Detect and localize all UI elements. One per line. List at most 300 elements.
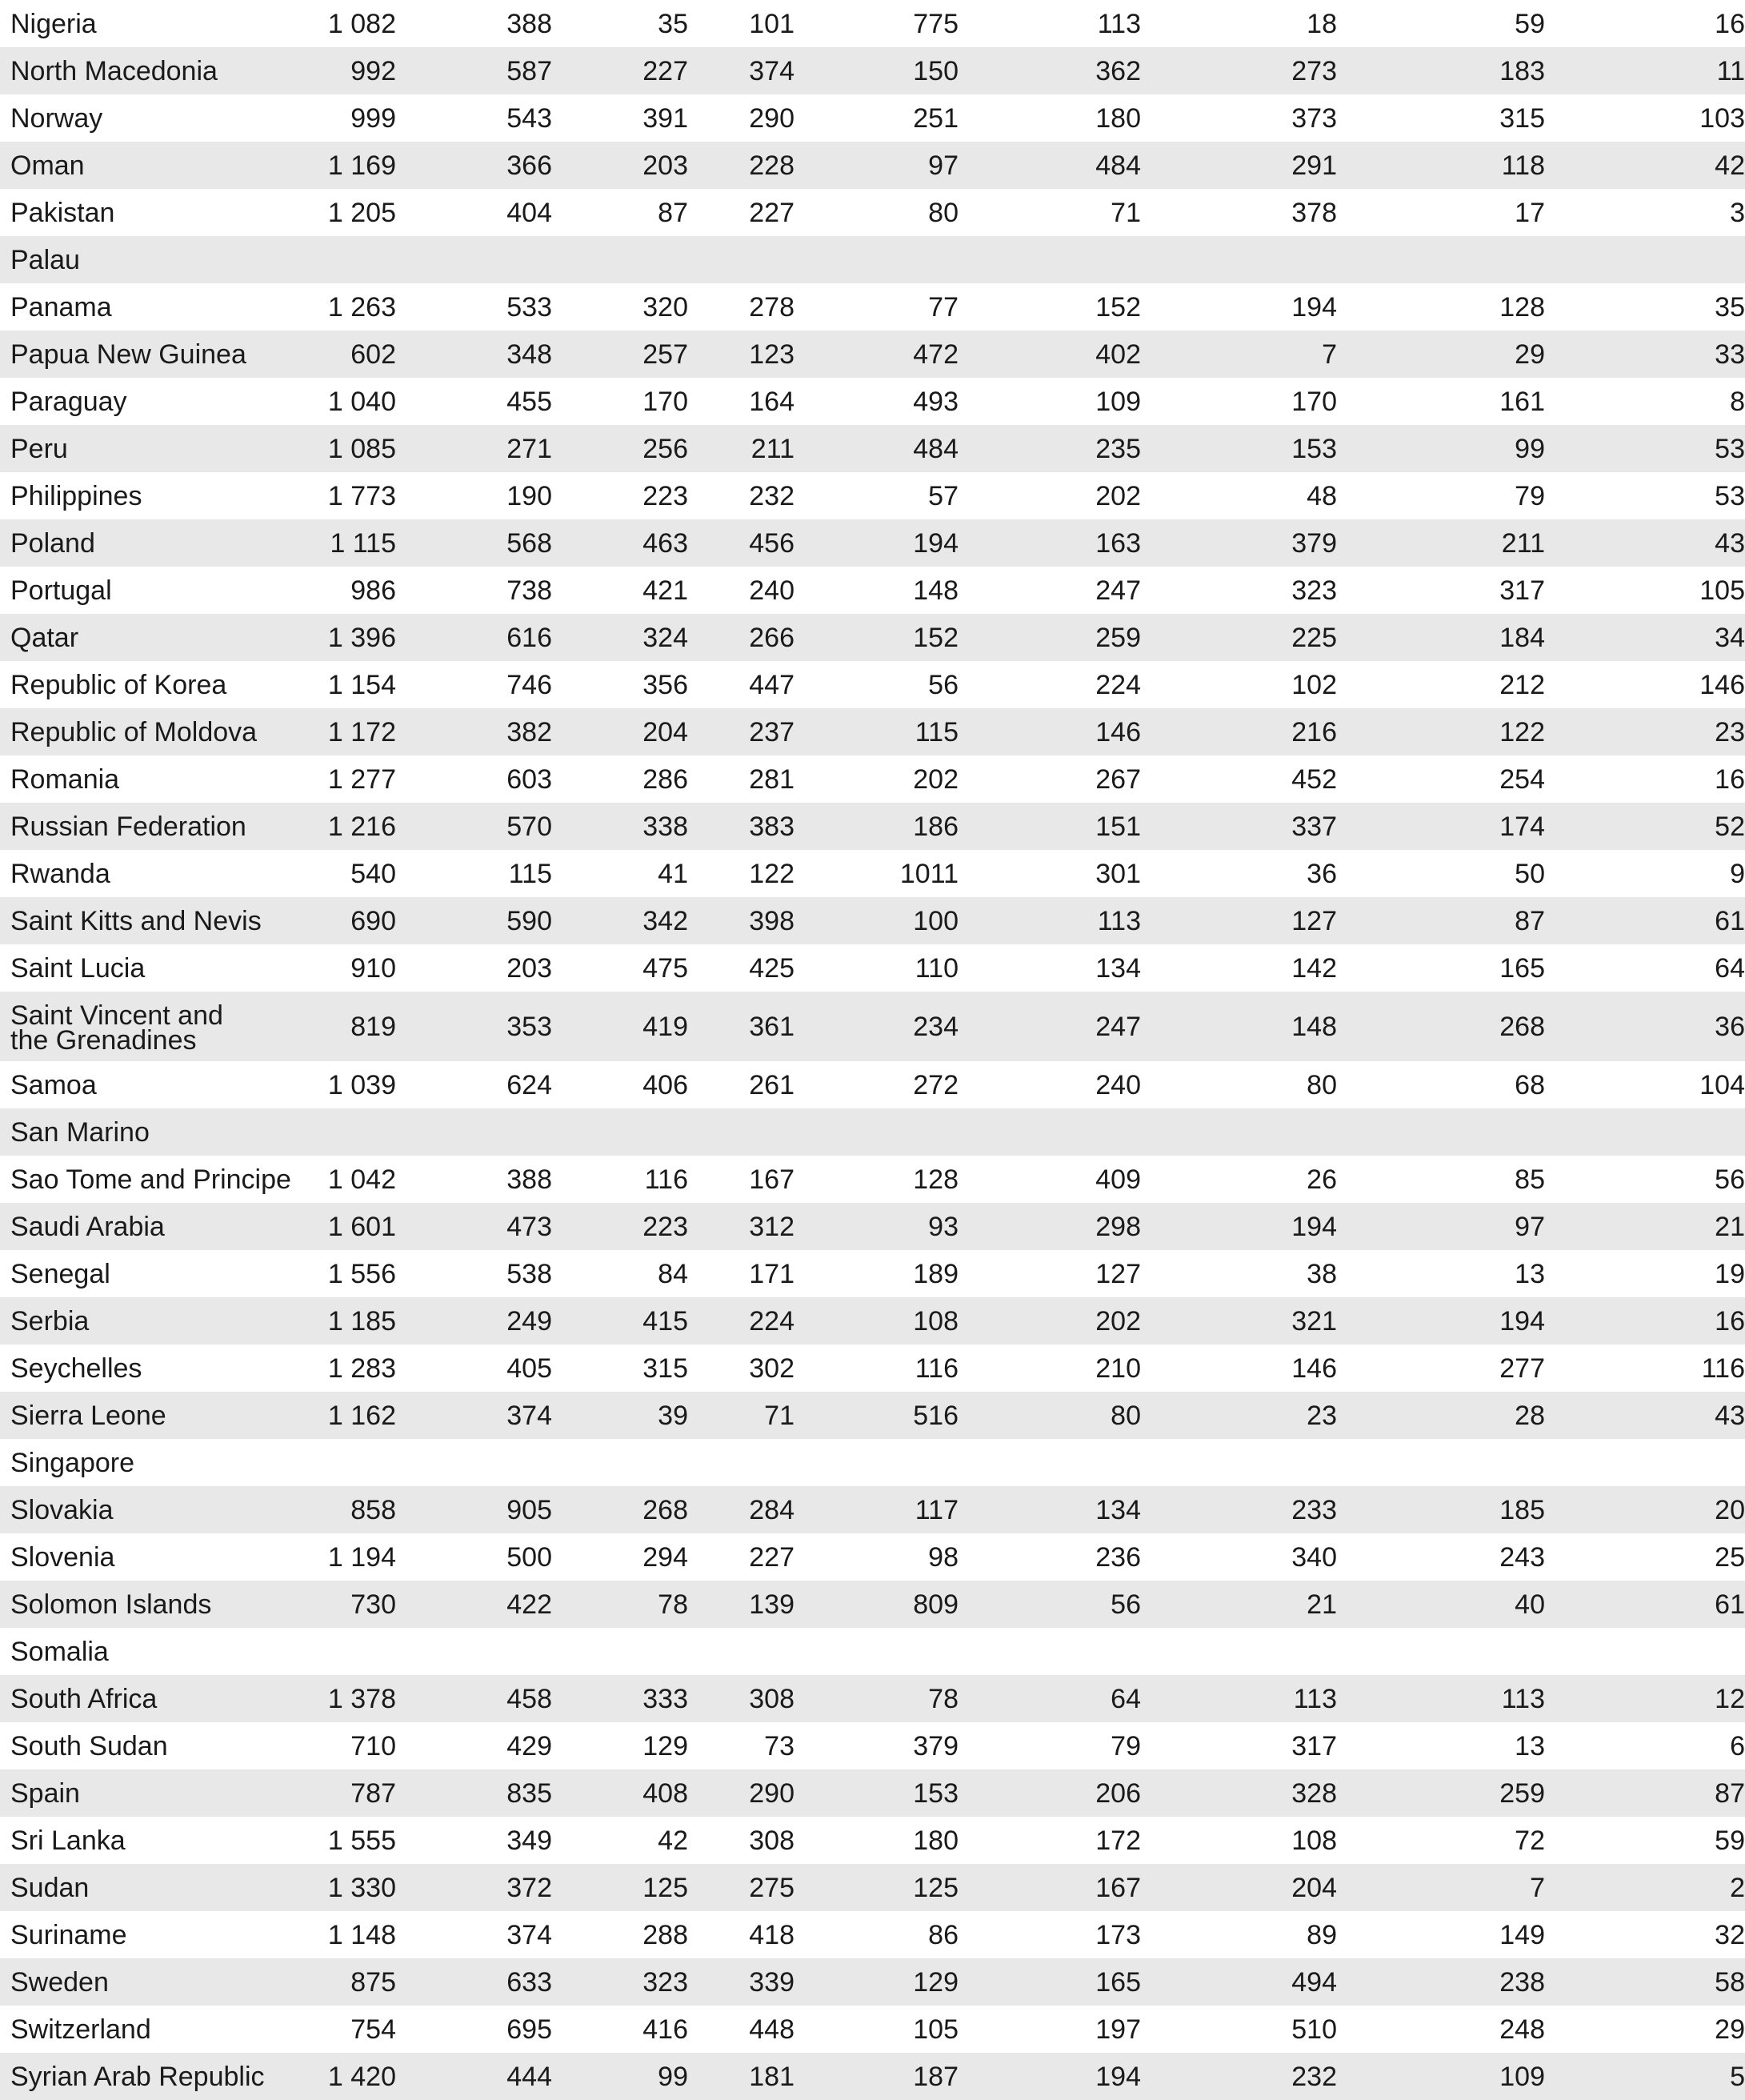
value-cell-col-8: 118 [1337, 142, 1545, 189]
country-name: Samoa [10, 1069, 97, 1100]
value-cell-col-8 [1337, 236, 1545, 283]
value-cell-col-9: 43 [1545, 1392, 1745, 1439]
value-cell-col-6: 180 [1095, 102, 1141, 134]
value-cell-col-3: 406 [642, 1069, 688, 1100]
table-row [0, 1581, 1745, 1628]
value-cell-col-1: 1 042 [327, 1164, 396, 1195]
value-cell-col-5 [794, 1439, 959, 1486]
value-cell-col-1: 1 040 [327, 386, 396, 417]
value-cell-col-6: 134 [1095, 952, 1141, 984]
value-cell-col-8: 317 [1499, 575, 1545, 606]
value-cell-col-8: 277 [1499, 1353, 1545, 1384]
value-cell-col-1: 1 162 [256, 1392, 396, 1439]
value-cell-col-6: 402 [959, 331, 1141, 378]
value-cell-col-6: 206 [959, 1769, 1141, 1817]
table-row [0, 567, 1745, 614]
value-cell-col-1: 1 172 [256, 708, 396, 755]
table-row [0, 1628, 1745, 1675]
value-cell-col-3: 416 [642, 2014, 688, 2045]
value-cell-col-2: 348 [396, 331, 552, 378]
value-cell-col-9: 21 [1545, 1203, 1745, 1250]
value-cell-col-2: 249 [396, 1297, 552, 1345]
value-cell-col-2: 500 [506, 1541, 552, 1573]
table-row [0, 755, 1745, 803]
value-cell-col-9: 19 [1715, 1258, 1745, 1289]
value-cell-col-2: 473 [396, 1203, 552, 1250]
value-cell-col-9: 105 [1699, 575, 1745, 606]
value-cell-col-1: 1 420 [256, 2053, 396, 2100]
table-row [0, 992, 1745, 1061]
value-cell-col-6 [959, 1108, 1141, 1156]
value-cell-col-9: 52 [1545, 803, 1745, 850]
table-row [0, 1203, 1745, 1250]
value-cell-col-9: 6 [1730, 1730, 1745, 1761]
country-name: Saudi Arabia [0, 1203, 256, 1250]
value-cell-col-8: 79 [1515, 480, 1545, 511]
value-cell-col-6: 235 [959, 425, 1141, 472]
value-cell-col-3: 391 [642, 102, 688, 134]
value-cell-col-5: 809 [794, 1581, 959, 1628]
value-cell-col-7: 127 [1141, 897, 1337, 944]
value-cell-col-8: 149 [1499, 1919, 1545, 1950]
value-cell-col-3: 324 [552, 614, 688, 661]
value-cell-col-4: 228 [688, 142, 794, 189]
value-cell-col-6: 165 [959, 1958, 1141, 2006]
value-cell-col-7: 379 [1141, 519, 1337, 567]
value-cell-col-1: 730 [256, 1581, 396, 1628]
value-cell-col-4: 425 [749, 952, 794, 984]
value-cell-col-6: 247 [1095, 575, 1141, 606]
value-cell-col-4: 71 [688, 1392, 794, 1439]
country-name: Portugal [10, 575, 112, 606]
value-cell-col-6: 259 [959, 614, 1141, 661]
value-cell-col-5: 100 [794, 897, 959, 944]
value-cell-col-4: 227 [749, 197, 794, 228]
table-row [0, 708, 1745, 755]
value-cell-col-7: 7 [1141, 331, 1337, 378]
value-cell-col-6: 146 [959, 708, 1141, 755]
value-cell-col-9 [1545, 1108, 1745, 1156]
value-cell-col-1: 1 115 [256, 519, 396, 567]
value-cell-col-2: 587 [396, 47, 552, 94]
value-cell-col-2: 603 [506, 763, 552, 795]
table-row [0, 1769, 1745, 1817]
value-cell-col-4: 448 [749, 2014, 794, 2045]
value-cell-col-1: 1 396 [256, 614, 396, 661]
value-cell-col-3: 342 [552, 897, 688, 944]
value-cell-col-5: 186 [794, 803, 959, 850]
value-cell-col-2: 372 [396, 1864, 552, 1911]
country-name: Switzerland [10, 2014, 151, 2045]
value-cell-col-7: 373 [1291, 102, 1337, 134]
value-cell-col-9: 103 [1699, 102, 1745, 134]
table-row [0, 1958, 1745, 2006]
value-cell-col-1: 1 330 [256, 1864, 396, 1911]
value-cell-col-4 [688, 1628, 794, 1675]
table-row [0, 2006, 1745, 2053]
value-cell-col-1: 819 [256, 992, 396, 1061]
value-cell-col-7: 23 [1141, 1392, 1337, 1439]
value-cell-col-6: 172 [1095, 1825, 1141, 1856]
value-cell-col-8: 97 [1337, 1203, 1545, 1250]
value-cell-col-7: 38 [1307, 1258, 1337, 1289]
value-cell-col-3: 78 [552, 1581, 688, 1628]
value-cell-col-3: 42 [658, 1825, 688, 1856]
value-cell-col-2: 271 [396, 425, 552, 472]
value-cell-col-6 [959, 236, 1141, 283]
value-cell-col-1: 875 [256, 1958, 396, 2006]
value-cell-col-5: 484 [794, 425, 959, 472]
value-cell-col-8: 194 [1337, 1297, 1545, 1345]
table-row [0, 1486, 1745, 1533]
value-cell-col-5: 153 [794, 1769, 959, 1817]
value-cell-col-4: 73 [764, 1730, 794, 1761]
value-cell-col-4: 290 [749, 102, 794, 134]
table-row [0, 1722, 1745, 1769]
value-cell-col-9: 61 [1545, 1581, 1745, 1628]
value-cell-col-8: 238 [1337, 1958, 1545, 2006]
table-row [0, 1250, 1745, 1297]
value-cell-col-7: 148 [1141, 992, 1337, 1061]
value-cell-col-7: 378 [1291, 197, 1337, 228]
country-name: Republic of Korea [10, 669, 227, 700]
value-cell-col-5: 189 [913, 1258, 959, 1289]
value-cell-col-9 [1545, 1628, 1745, 1675]
value-cell-col-1: 1 283 [327, 1353, 396, 1384]
country-name: Philippines [10, 480, 142, 511]
value-cell-col-7: 21 [1141, 1581, 1337, 1628]
value-cell-col-2: 388 [506, 8, 552, 39]
value-cell-col-3: 39 [552, 1392, 688, 1439]
value-cell-col-8: 212 [1499, 669, 1545, 700]
value-cell-col-8: 165 [1499, 952, 1545, 984]
value-cell-col-1 [256, 1628, 396, 1675]
country-name: San Marino [0, 1108, 256, 1156]
value-cell-col-4: 275 [688, 1864, 794, 1911]
country-name: Nigeria [10, 8, 97, 39]
value-cell-col-1: 1 601 [256, 1203, 396, 1250]
value-cell-col-8: 72 [1515, 1825, 1545, 1856]
value-cell-col-1 [256, 236, 396, 283]
value-cell-col-8: 183 [1337, 47, 1545, 94]
value-cell-col-5: 57 [928, 480, 959, 511]
value-cell-col-1: 690 [256, 897, 396, 944]
value-cell-col-4: 383 [688, 803, 794, 850]
value-cell-col-3 [552, 1108, 688, 1156]
value-cell-col-4: 281 [749, 763, 794, 795]
value-cell-col-6: 210 [1095, 1353, 1141, 1384]
value-cell-col-7: 321 [1141, 1297, 1337, 1345]
value-cell-col-5: 105 [913, 2014, 959, 2045]
country-name: Sri Lanka [10, 1825, 126, 1856]
value-cell-col-3: 204 [552, 708, 688, 755]
value-cell-col-4: 240 [749, 575, 794, 606]
country-name: Romania [10, 763, 120, 795]
value-cell-col-5: 129 [794, 1958, 959, 2006]
value-cell-col-7: 328 [1141, 1769, 1337, 1817]
value-cell-col-9: 61 [1545, 897, 1745, 944]
value-cell-col-3: 323 [552, 1958, 688, 2006]
value-cell-col-5: 125 [794, 1864, 959, 1911]
value-cell-col-6: 236 [1095, 1541, 1141, 1573]
value-cell-col-4: 232 [749, 480, 794, 511]
value-cell-col-3: 294 [642, 1541, 688, 1573]
value-cell-col-3: 227 [552, 47, 688, 94]
value-cell-col-6: 298 [959, 1203, 1141, 1250]
value-cell-col-8: 87 [1337, 897, 1545, 944]
value-cell-col-7: 26 [1307, 1164, 1337, 1195]
value-cell-col-1: 1 194 [327, 1541, 396, 1573]
value-cell-col-8: 268 [1337, 992, 1545, 1061]
country-name: Saint Kitts and Nevis [0, 897, 256, 944]
value-cell-col-4: 312 [688, 1203, 794, 1250]
value-cell-col-4: 122 [749, 858, 794, 889]
value-cell-col-8: 254 [1499, 763, 1545, 795]
value-cell-col-3: 257 [552, 331, 688, 378]
value-cell-col-7: 337 [1141, 803, 1337, 850]
value-cell-col-9 [1545, 236, 1745, 283]
country-name: Singapore [10, 1447, 135, 1478]
value-cell-col-2 [396, 1628, 552, 1675]
value-cell-col-7: 113 [1141, 1675, 1337, 1722]
value-cell-col-1: 992 [256, 47, 396, 94]
value-cell-col-5 [794, 236, 959, 283]
value-cell-col-9: 34 [1545, 614, 1745, 661]
value-cell-col-1: 1 263 [327, 291, 396, 323]
value-cell-col-2: 190 [506, 480, 552, 511]
table-row [0, 519, 1745, 567]
value-cell-col-9: 3 [1730, 197, 1745, 228]
value-cell-col-3: 419 [552, 992, 688, 1061]
value-cell-col-4: 171 [749, 1258, 794, 1289]
value-cell-col-2: 353 [396, 992, 552, 1061]
value-cell-col-7: 194 [1141, 1203, 1337, 1250]
value-cell-col-9: 20 [1545, 1486, 1745, 1533]
value-cell-col-8 [1337, 1108, 1545, 1156]
value-cell-col-7 [1141, 1628, 1337, 1675]
value-cell-col-7: 146 [1291, 1353, 1337, 1384]
value-cell-col-9: 146 [1699, 669, 1745, 700]
value-cell-col-4: 308 [688, 1675, 794, 1722]
value-cell-col-8: 85 [1515, 1164, 1545, 1195]
table-row [0, 1533, 1745, 1581]
value-cell-col-8: 161 [1499, 386, 1545, 417]
table-row [0, 1392, 1745, 1439]
value-cell-col-5 [794, 1628, 959, 1675]
value-cell-col-4: 361 [688, 992, 794, 1061]
value-cell-col-2 [396, 1439, 552, 1486]
value-cell-col-7: 452 [1291, 763, 1337, 795]
value-cell-col-5: 97 [794, 142, 959, 189]
value-cell-col-9: 16 [1545, 1297, 1745, 1345]
value-cell-col-2: 115 [508, 858, 552, 889]
value-cell-col-5: 187 [794, 2053, 959, 2100]
value-cell-col-6: 409 [1095, 1164, 1141, 1195]
value-cell-col-1: 1 277 [327, 763, 396, 795]
value-cell-col-1: 1 773 [327, 480, 396, 511]
value-cell-col-7: 142 [1291, 952, 1337, 984]
value-cell-col-5: 150 [794, 47, 959, 94]
value-cell-col-4: 308 [749, 1825, 794, 1856]
value-cell-col-2 [396, 236, 552, 283]
value-cell-col-9: 32 [1715, 1919, 1745, 1950]
table-row [0, 0, 1745, 47]
value-cell-col-8: 128 [1499, 291, 1545, 323]
value-cell-col-3: 333 [552, 1675, 688, 1722]
value-cell-col-1: 858 [256, 1486, 396, 1533]
country-name: Saint Lucia [10, 952, 146, 984]
country-name: South Sudan [10, 1730, 168, 1761]
value-cell-col-4: 266 [688, 614, 794, 661]
value-cell-col-8: 184 [1337, 614, 1545, 661]
value-cell-col-5: 108 [794, 1297, 959, 1345]
value-cell-col-5: 110 [915, 952, 959, 984]
table-row [0, 661, 1745, 708]
country-name: Sierra Leone [0, 1392, 256, 1439]
value-cell-col-8: 40 [1337, 1581, 1545, 1628]
value-cell-col-9: 87 [1545, 1769, 1745, 1817]
country-name: Poland [0, 519, 256, 567]
value-cell-col-6: 79 [1111, 1730, 1141, 1761]
value-cell-col-8: 68 [1515, 1069, 1545, 1100]
value-cell-col-7: 510 [1291, 2014, 1337, 2045]
table-row [0, 331, 1745, 378]
table-row [0, 425, 1745, 472]
value-cell-col-4: 278 [749, 291, 794, 323]
value-cell-col-4: 447 [749, 669, 794, 700]
value-cell-col-5: 379 [913, 1730, 959, 1761]
value-cell-col-8: 113 [1337, 1675, 1545, 1722]
country-name: Peru [0, 425, 256, 472]
value-cell-col-9: 8 [1730, 386, 1745, 417]
value-cell-col-3: 421 [642, 575, 688, 606]
table-row [0, 142, 1745, 189]
value-cell-col-8: 50 [1515, 858, 1545, 889]
value-cell-col-5: 116 [915, 1353, 959, 1384]
value-cell-col-7: 18 [1307, 8, 1337, 39]
value-cell-col-1: 1 216 [256, 803, 396, 850]
country-name: Pakistan [10, 197, 115, 228]
value-cell-col-4: 302 [749, 1353, 794, 1384]
value-cell-col-3: 35 [658, 8, 688, 39]
value-cell-col-6: 163 [959, 519, 1141, 567]
value-cell-col-6: 56 [959, 1581, 1141, 1628]
value-cell-col-7: 102 [1291, 669, 1337, 700]
country-name: Slovakia [0, 1486, 256, 1533]
value-cell-col-6: 127 [1095, 1258, 1141, 1289]
value-cell-col-3: 463 [552, 519, 688, 567]
value-cell-col-1: 1 556 [327, 1258, 396, 1289]
table-row [0, 1061, 1745, 1108]
value-cell-col-6: 197 [1095, 2014, 1141, 2045]
value-cell-col-8: 243 [1499, 1541, 1545, 1573]
country-name: Russian Federation [0, 803, 256, 850]
table-row [0, 1156, 1745, 1203]
value-cell-col-5: 56 [928, 669, 959, 700]
value-cell-col-7: 494 [1141, 1958, 1337, 2006]
value-cell-col-7: 340 [1291, 1541, 1337, 1573]
value-cell-col-3: 87 [658, 197, 688, 228]
value-cell-col-4: 139 [688, 1581, 794, 1628]
value-cell-col-9: 23 [1545, 708, 1745, 755]
country-name: Norway [10, 102, 103, 134]
value-cell-col-8: 109 [1337, 2053, 1545, 2100]
country-name: Syrian Arab Republic [0, 2053, 256, 2100]
value-cell-col-5: 516 [794, 1392, 959, 1439]
value-cell-col-3: 223 [552, 1203, 688, 1250]
table-row [0, 47, 1745, 94]
country-name: Papua New Guinea [0, 331, 256, 378]
value-cell-col-8: 59 [1515, 8, 1545, 39]
value-cell-col-5: 78 [794, 1675, 959, 1722]
value-cell-col-5: 472 [794, 331, 959, 378]
value-cell-col-4 [688, 1439, 794, 1486]
value-cell-col-4: 164 [749, 386, 794, 417]
value-cell-col-1: 1 148 [327, 1919, 396, 1950]
value-cell-col-5: 493 [913, 386, 959, 417]
value-cell-col-9: 58 [1545, 1958, 1745, 2006]
value-cell-col-9: 116 [1701, 1353, 1745, 1384]
value-cell-col-9: 59 [1715, 1825, 1745, 1856]
value-cell-col-2: 458 [396, 1675, 552, 1722]
country-name: Palau [0, 236, 256, 283]
value-cell-col-9: 64 [1715, 952, 1745, 984]
value-cell-col-6: 80 [959, 1392, 1141, 1439]
value-cell-col-9: 29 [1715, 2014, 1745, 2045]
value-cell-col-3: 116 [644, 1164, 688, 1195]
value-cell-col-5: 148 [913, 575, 959, 606]
value-cell-col-8 [1337, 1439, 1545, 1486]
table-row [0, 2053, 1745, 2100]
value-cell-col-6: 152 [1095, 291, 1141, 323]
table-row [0, 944, 1745, 992]
value-cell-col-1: 999 [350, 102, 396, 134]
value-cell-col-6: 194 [959, 2053, 1141, 2100]
country-name: Qatar [0, 614, 256, 661]
value-cell-col-4: 290 [688, 1769, 794, 1817]
value-cell-col-8 [1337, 1628, 1545, 1675]
country-name: Oman [0, 142, 256, 189]
table-row [0, 283, 1745, 331]
value-cell-col-3: 408 [552, 1769, 688, 1817]
value-cell-col-5: 202 [913, 763, 959, 795]
value-cell-col-1: 1 154 [327, 669, 396, 700]
value-cell-col-4: 123 [688, 331, 794, 378]
value-cell-col-3: 320 [642, 291, 688, 323]
value-cell-col-9: 36 [1545, 992, 1745, 1061]
value-cell-col-6: 151 [959, 803, 1141, 850]
value-cell-col-6: 247 [959, 992, 1141, 1061]
value-cell-col-2: 695 [506, 2014, 552, 2045]
value-cell-col-2: 533 [506, 291, 552, 323]
value-cell-col-6 [959, 1439, 1141, 1486]
value-cell-col-8: 99 [1337, 425, 1545, 472]
value-cell-col-3: 338 [552, 803, 688, 850]
country-name: Sudan [0, 1864, 256, 1911]
value-cell-col-2: 738 [506, 575, 552, 606]
value-cell-col-4: 224 [688, 1297, 794, 1345]
value-cell-col-3: 415 [552, 1297, 688, 1345]
value-cell-col-7: 48 [1307, 480, 1337, 511]
value-cell-col-1: 1 185 [256, 1297, 396, 1345]
value-cell-col-7: 225 [1141, 614, 1337, 661]
value-cell-col-2: 624 [506, 1069, 552, 1100]
value-cell-col-8: 122 [1337, 708, 1545, 755]
value-cell-col-9: 104 [1699, 1069, 1745, 1100]
table-row [0, 897, 1745, 944]
value-cell-col-2: 568 [396, 519, 552, 567]
value-cell-col-9: 53 [1545, 425, 1745, 472]
